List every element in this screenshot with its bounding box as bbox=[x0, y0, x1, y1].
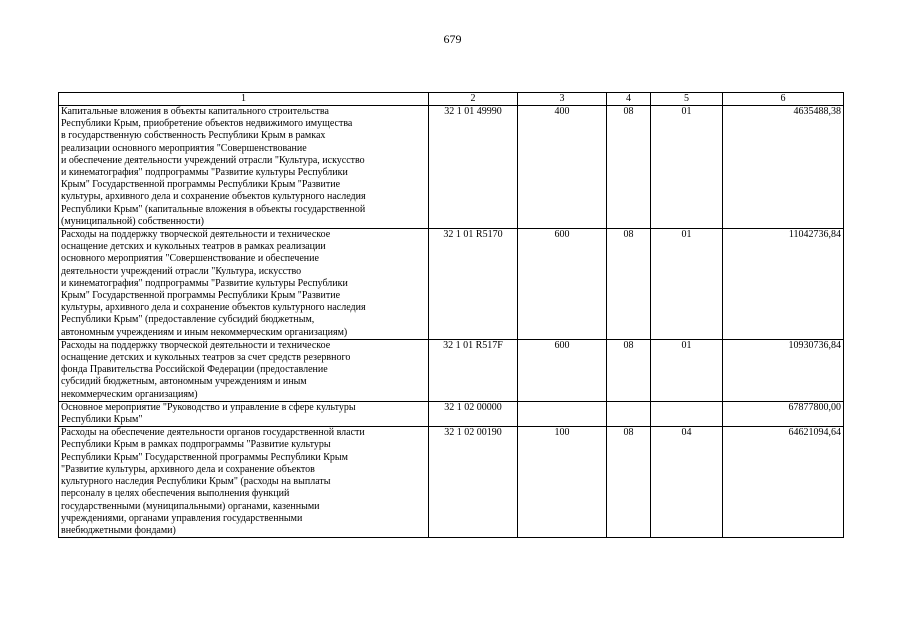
row-amount: 4635488,38 bbox=[723, 106, 844, 229]
row-amount: 64621094,64 bbox=[723, 427, 844, 538]
row-col-5: 01 bbox=[651, 106, 723, 229]
column-header-6: 6 bbox=[723, 93, 844, 106]
table-row bbox=[59, 401, 844, 426]
row-col-3: 400 bbox=[518, 106, 607, 229]
row-col-4: 08 bbox=[607, 106, 651, 229]
row-col-4: 08 bbox=[607, 229, 651, 340]
row-code: 32 1 01 R5170 bbox=[429, 229, 518, 340]
row-amount: 67877800,00 bbox=[723, 401, 844, 426]
row-code: 32 1 01 R517F bbox=[429, 339, 518, 401]
table-row bbox=[59, 106, 844, 229]
row-amount: 11042736,84 bbox=[723, 229, 844, 340]
row-col-3 bbox=[518, 401, 607, 426]
row-col-5: 01 bbox=[651, 229, 723, 340]
row-code: 32 1 02 00190 bbox=[429, 427, 518, 538]
row-col-5: 04 bbox=[651, 427, 723, 538]
row-code: 32 1 01 49990 bbox=[429, 106, 518, 229]
table-row bbox=[59, 339, 844, 401]
row-name: Основное мероприятие "Руководство и управление в сфере культуры Республики Крым" bbox=[59, 401, 429, 426]
table-row bbox=[59, 427, 844, 538]
row-col-3: 600 bbox=[518, 229, 607, 340]
row-col-4 bbox=[607, 401, 651, 426]
row-name: Расходы на обеспечение деятельности органов государственной власти Республики Крым в рамках подпрограммы "Развитие культуры Республики Крым" Государственной программы Республики Крым "Развитие культуры, архивного дела и сохранение объектов культурного наследия Республики Крым" (расходы на выплаты персоналу в целях обеспечения выполнения функций государственными (муниципальными) органами, казенными учреждениями, органами управления государственными внебюджетными фондами) bbox=[59, 427, 429, 538]
column-header-4: 4 bbox=[607, 93, 651, 106]
column-header-5: 5 bbox=[651, 93, 723, 106]
table-row bbox=[59, 229, 844, 340]
row-name: Расходы на поддержку творческой деятельности и техническое оснащение детских и кукольных театров в рамках реализации основного мероприятия "Совершенствование и обеспечение деятельности учреждений отрасли "Культура, искусство и кинематография" подпрограммы "Развитие культуры Республики Крым" Государственной программы Республики Крым "Развитие культуры, архивного дела и сохранение объектов культурного наследия Республики Крым" (предоставление субсидий бюджетным, автономным учреждениям и иным некоммерческим организациям) bbox=[59, 229, 429, 340]
row-amount: 10930736,84 bbox=[723, 339, 844, 401]
row-col-5: 01 bbox=[651, 339, 723, 401]
row-name: Капитальные вложения в объекты капитального строительства Республики Крым, приобретение объектов недвижимого имущества в государственную собственность Республики Крым в рамках реализации основного мероприятия "Совершенствование и обеспечение деятельности учреждений отрасли "Культура, искусство и кинематография" подпрограммы "Развитие культуры Республики Крым" Государственной программы Республики Крым "Развитие культуры, архивного дела и сохранение объектов культурного наследия Республики Крым" (капитальные вложения в объекты государственной (муниципальной) собственности) bbox=[59, 106, 429, 229]
row-col-3: 100 bbox=[518, 427, 607, 538]
row-name: Расходы на поддержку творческой деятельности и техническое оснащение детских и кукольных театров за счет средств резервного фонда Правительства Российской Федерации (предоставление субсидий бюджетным, автономным учреждениям и иным некоммерческим организациям) bbox=[59, 339, 429, 401]
row-col-3: 600 bbox=[518, 339, 607, 401]
row-code: 32 1 02 00000 bbox=[429, 401, 518, 426]
header-row bbox=[59, 93, 844, 106]
page-number: 679 bbox=[443, 32, 462, 46]
column-header-1: 1 bbox=[59, 93, 429, 106]
column-header-3: 3 bbox=[518, 93, 607, 106]
column-header-2: 2 bbox=[429, 93, 518, 106]
row-col-4: 08 bbox=[607, 427, 651, 538]
budget-table bbox=[58, 92, 844, 538]
row-col-4: 08 bbox=[607, 339, 651, 401]
row-col-5 bbox=[651, 401, 723, 426]
